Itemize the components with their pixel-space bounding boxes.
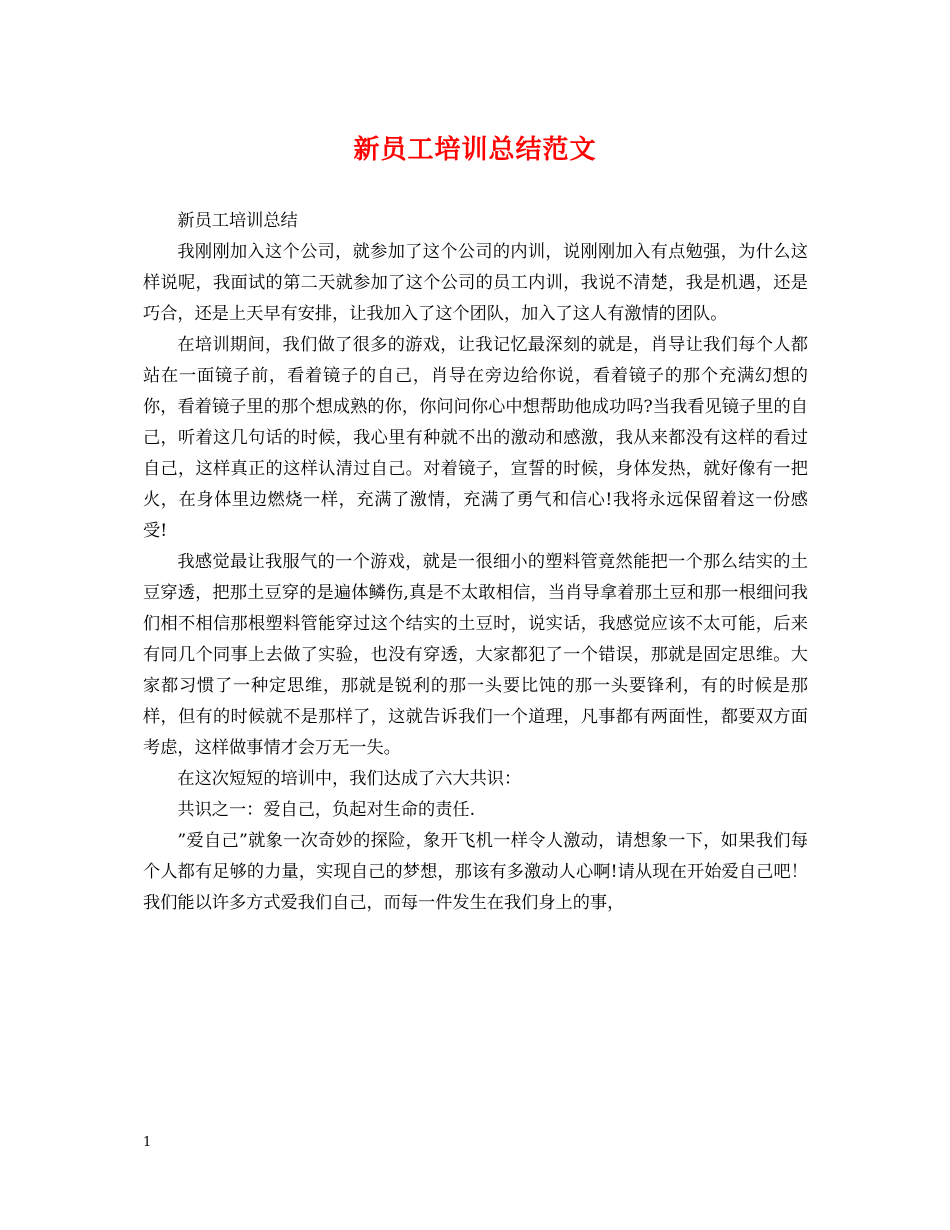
paragraph: 我感觉最让我服气的一个游戏，就是一很细小的塑料管竟然能把一个那么结实的土豆穿透，把那土豆穿的是遍体鳞伤,真是不太敢相信，当肖导拿着那土豆和那一根细问我们相不相信那根塑料管能穿过这个结实的土豆时，说实话，我感觉应该不太可能，后来有同几个同事上去做了实验，也没有穿透，大家都犯了一个错误，那就是固定思维。大家都习惯了一种定思维，那就是锐利的那一头要比饨的那一头要锋利，有的时候是那样，但有的时候就不是那样了，这就告诉我们一个道理，凡事都有两面性，都要双方面考虑，这样做事情才会万无一失。 (143, 552, 808, 758)
paragraph: ”爱自己”就象一次奇妙的探险，象开飞机一样令人激动，请想象一下，如果我们每个人都有足够的力量，实现自己的梦想，那该有多激动人心啊!请从现在开始爱自己吧！我们能以许多方式爱我们自己，而每一件发生在我们身上的事， (143, 831, 808, 913)
page-number: 1 (143, 1135, 152, 1150)
paragraph: 在这次短短的培训中，我们达成了六大共识： (177, 769, 522, 789)
paragraph: 共识之一：爱自己，负起对生命的责任. (177, 800, 476, 820)
paragraph-subtitle: 新员工培训总结 (177, 211, 298, 231)
paragraph: 在培训期间，我们做了很多的游戏，让我记忆最深刻的就是，肖导让我们每个人都站在一面镜子前，看着镜子的自己，肖导在旁边给你说，看着镜子的那个充满幻想的你，看着镜子里的那个想成熟的你，你问问你心中想帮助他成功吗?当我看见镜子里的自己，听着这几句话的时候，我心里有种就不出的激动和感激，我从来都没有这样的看过自己，这样真正的这样认清过自己。对着镜子，宣誓的时候，身体发热，就好像有一把火，在身体里边燃烧一样，充满了激情，充满了勇气和信心!我将永远保留着这一份感受! (143, 335, 808, 541)
document-title: 新员工培训总结范文 (353, 135, 597, 165)
document-body (143, 206, 808, 919)
paragraph: 我刚刚加入这个公司，就参加了这个公司的内训，说刚刚加入有点勉强，为什么这样说呢，我面试的第二天就参加了这个公司的员工内训，我说不清楚，我是机遇，还是巧合，还是上天早有安排，让我加入了这个团队，加入了这人有激情的团队。 (143, 242, 808, 324)
